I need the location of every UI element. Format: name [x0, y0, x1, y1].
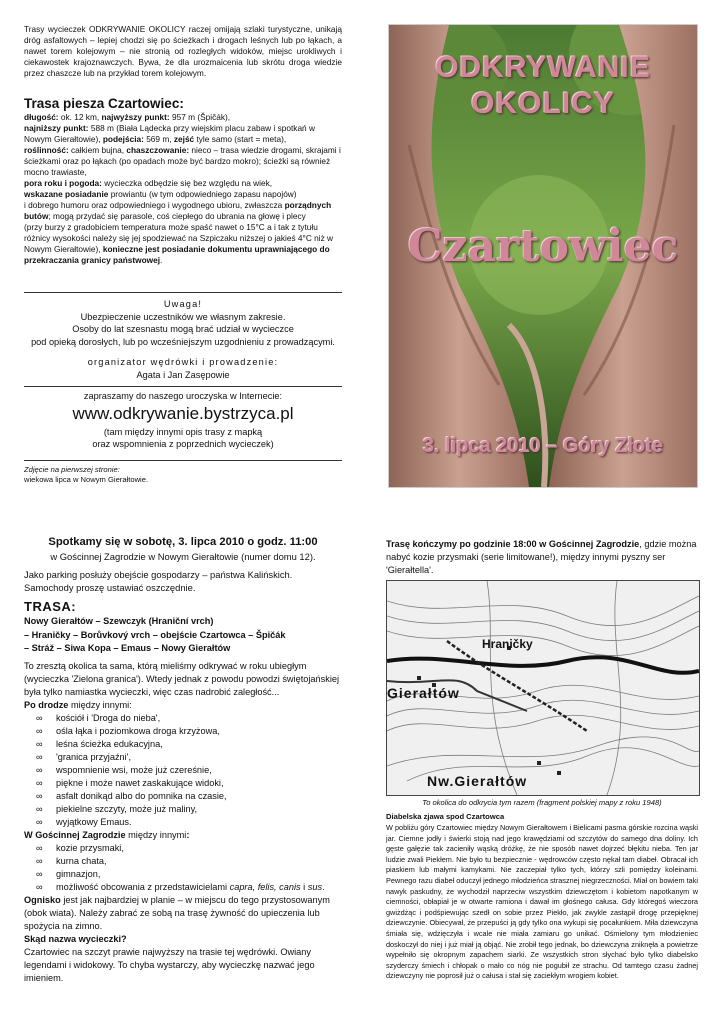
route-line: Nowy Gierałtów – Szewczyk (Hraniční vrch): [24, 616, 214, 626]
lowest-point-line: najniższy punkt: 588 m (Biała Lądecka przy wiejskim placu zabaw i spotkań w Nowym Gierałtowie), podejścia: 569 m, zejść tyle samo (start = meta),: [24, 123, 315, 144]
name-origin-text: Czartowiec na szczyt prawie najwyższy na trasie tej wędrówki. Owiany legendami i widokowy. To chyba wystarczy, aby wycieczkę nazwać jego imieniem.: [24, 947, 315, 983]
list-item: ∞ 'granica przyjaźni',: [36, 751, 342, 764]
list-item: ∞ ośla łąka i poziomkowa droga krzyżowa,: [36, 725, 342, 738]
list-item: ∞ kościół i 'Droga do nieba',: [36, 712, 342, 725]
meeting-title: Spotkamy się w sobotę, 3. lipca 2010 o godz. 11:00: [48, 536, 318, 548]
intro-paragraph: Trasy wycieczek ODKRYWANIE OKOLICY raczej omijają szlaki turystyczne, unikają dróg asfaltowych – lepiej chodzi się po ścieżkach i drogach leśnych lub po łąkach, a nawet torem kolejowym – nie stronią od rozległych widoków, miejsc urokliwych i ciekawostek krajoznawczych. Bywa, że dla urozmaicenia lub skrótu droga wiedzie przez chaszcze lub na przykład torem kolejowym.: [24, 24, 342, 78]
list-item: ∞ piekielne szczyty, może już maliny,: [36, 803, 342, 816]
farm-heading: W Gościnnej Zagrodzie między innymi:: [24, 830, 190, 840]
name-origin-heading: Skąd nazwa wycieczki?: [24, 934, 127, 944]
list-item: ∞ kurna chata,: [36, 855, 342, 868]
route-line: – Stráž – Siwa Kopa – Emaus – Nowy Gierałtów: [24, 643, 231, 653]
list-item: ∞ możliwość obcowania z przedstawicielami capra, felis, canis i sus.: [36, 881, 342, 894]
cover-photo: [388, 24, 698, 488]
historic-map: [386, 580, 700, 796]
notice-line: Ubezpieczenie uczestników we własnym zakresie.: [80, 311, 286, 322]
cover-title-line2: OKOLICY: [471, 87, 615, 120]
equipment-line: wskazane posiadanie prowiantu (w tym odpowiedniego zapasu napojów): [24, 189, 297, 199]
clothing-line: i dobrego humoru oraz odpowiedniego i wygodnego ubioru, zwłaszcza porządnych butów; mogą przydać się parasole, coś ciepłego do ubrania na głowę i plecy: [24, 200, 332, 221]
map-label: Hraničky: [482, 637, 533, 651]
notice-line: Osoby do lat szesnastu mogą brać udział w wycieczce: [72, 324, 294, 334]
farm-list: [24, 842, 342, 894]
caption-title: Zdjęcie na pierwszej stronie:: [24, 465, 120, 474]
along-way-heading: Po drodze między innymi:: [24, 700, 132, 710]
notice-title: Uwaga!: [163, 299, 203, 309]
photo-caption: [24, 465, 342, 485]
route-description: [24, 660, 342, 985]
cover-date: 3. lipca 2010 – Góry Złote: [422, 435, 664, 457]
ending-note: Trasę kończymy po godzinie 18:00 w Gościnnej Zagrodzie, gdzie można nabyć kozie przysmaki (serie limitowane!), między innymi pyszny ser 'Gierałtella'.: [386, 539, 697, 575]
trasa-heading: Trasa piesza Czartowiec:: [24, 96, 184, 111]
website-block: [24, 390, 342, 450]
bonfire-paragraph: Ognisko jest jak najbardziej w planie – w miejscu do tego przystosowanym (obok wiata). Należy zabrać ze sobą na trasę żywność do upieczenia lub spożycia na zimno.: [24, 895, 330, 931]
cover-title-line1: ODKRYWANIE: [435, 51, 651, 84]
season-line: pora roku i pogoda: wycieczka odbędzie się bez względu na wiek,: [24, 178, 273, 188]
list-item: ∞ leśna ścieżka edukacyjna,: [36, 738, 342, 751]
route-list: [24, 615, 342, 656]
vegetation-line: roślinność: całkiem bujna, chaszczowanie: nieco – trasa wiedzie drogami, skrajami i ścieżkami oraz po łąkach (po opadach może być bardzo mokro); ścieżki są również mocno trawiaste,: [24, 145, 341, 177]
list-item: ∞ wyjątkowy Emaus.: [36, 816, 342, 829]
map-caption: To okolica do odkrycia tym razem (fragment polskiej mapy z roku 1948): [422, 798, 662, 807]
website-note: oraz wspomnienia z poprzednich wycieczek): [92, 439, 274, 449]
along-way-list: [24, 712, 342, 829]
divider: [24, 292, 342, 293]
weather-line: (przy burzy z gradobiciem temperatura może spaść nawet o 15°C a i tak z tytułu różnicy wysokości należy się jej spodziewać na Szpiczaku niższej o jakieś 4°C niż w Nowym Gierałtowie), konieczne jest posiadanie dokumentu uprawniającego do przekraczania granicy państwowej.: [24, 222, 334, 265]
list-item: ∞ kozie przysmaki,: [36, 842, 342, 855]
list-item: ∞ asfalt donikąd albo do pomnika na czasie,: [36, 790, 342, 803]
notice-line: pod opieką dorosłych, lub po wcześniejszym uzgodnieniu z prowadzącymi.: [31, 336, 335, 347]
cover-place-name: Czartowiec: [407, 221, 679, 272]
route-intro: To zresztą okolica ta sama, którą mieliśmy odkrywać w roku ubiegłym (wycieczka 'Zielona granica'). Wtedy jednak z powodu powodzi świętojańskiej była tylko namiastka wycieczki, więc czas nadrobić zaległość...: [24, 661, 340, 697]
map-label: Nw.Gierałtów: [427, 773, 528, 789]
length-line: długość: ok. 12 km, najwyższy punkt: 957 m (Špičák),: [24, 112, 231, 122]
trasa-details: [24, 112, 342, 266]
caption-text: wiekowa lipca w Nowym Gierałtowie.: [24, 475, 149, 484]
organizer-label: organizator wędrówki i prowadzenie:: [87, 357, 279, 367]
list-item: ∞ piękne i może nawet zaskakujące widoki,: [36, 777, 342, 790]
legend-text: W pobliżu góry Czartowiec między Nowym Gierałtowem i Bielicami pasma górskie rozcina wąski jar. Ciemne jodły i świerki stoją nad jego krawędziami od szczytów do samego dna doliny. Ich gęste gałęzie tak zacieniły wąską dróżkę, że nie sposób nawet dojrzeć błękitu nieba. Ten jar ludzie zwali Piekłem. Nie było tu bezpiecznie - wędrowców często nękał tam diabeł. Obracał ich piaskiem lub małymi kamykami. Nie zaczepiał tylko tych, którzy szli pomiędzy koleinami. Pewnego razu diabeł oduczył jednego młodzieńca strasznej niegrzeczności. Miał on bowiem taki nawyk paskudny, że wychodził naprzeciw wszystkim dziewczętom i kobietom napotkanym w ciemności, obłapiał je w otwarte ramiona i dawał im głośnego całusa. Gdy któregoś wieczora gwiżdżąc i podśpiewując szedł on sobie przez Piekło, jak zwykle zastąpił drogę przepięknej dziewczynie. Obiecywał, że przepuści ją gdy tylko ona wykupi się pocałunkiem. Miła dziewczyna śmiała się, wdzięczyła i wcale nie miała zamiaru go unikać. Ośmielony tym młodzieniec doskoczył do niej i już miał ją objąć. Nie zrobił tego jednak, bo dziewczyna zniknęła a powietrze wypełniło się okropnym zapachem siarki. Ze wszystkich stron słychać było tylko diabelsko szyderczy śmiech i chłopak o mało co nóg nie pogubił ze strachu. Od tamtego czasu żadnej dziewczyny nie poprosił już o całusa i stał się zaciekłym wrogiem kobiet.: [386, 823, 698, 981]
meeting-place: w Gościnnej Zagrodzie w Nowym Gierałtowie (numer domu 12).: [50, 551, 316, 562]
divider: [24, 460, 342, 461]
divider: [24, 386, 342, 387]
notice-box: [24, 298, 342, 348]
map-label: Gierałtów: [387, 685, 460, 701]
route-line: – Hraničky – Borůvkový vrch – obejście Czartowca – Špičák: [24, 629, 286, 640]
website-note: (tam między innymi opis trasy z mapką: [103, 427, 263, 437]
route-heading: TRASA:: [24, 599, 77, 614]
list-item: ∞ wspomnienie wsi, może już czereśnie,: [36, 764, 342, 777]
list-item: ∞ gimnazjon,: [36, 868, 342, 881]
website-link[interactable]: www.odkrywanie.bystrzyca.pl: [72, 404, 294, 423]
parking-note: Jako parking posłuży obejście gospodarzy – państwa Kalińskich. Samochody proszę ustawiać oszczędnie.: [24, 569, 293, 593]
website-intro: zapraszamy do naszego uroczyska w Internecie:: [83, 391, 283, 401]
organizer-block: [24, 356, 342, 381]
organizer-names: Agata i Jan Zasępowie: [136, 369, 230, 380]
legend-title: Diabelska zjawa spod Czartowca: [386, 812, 505, 821]
